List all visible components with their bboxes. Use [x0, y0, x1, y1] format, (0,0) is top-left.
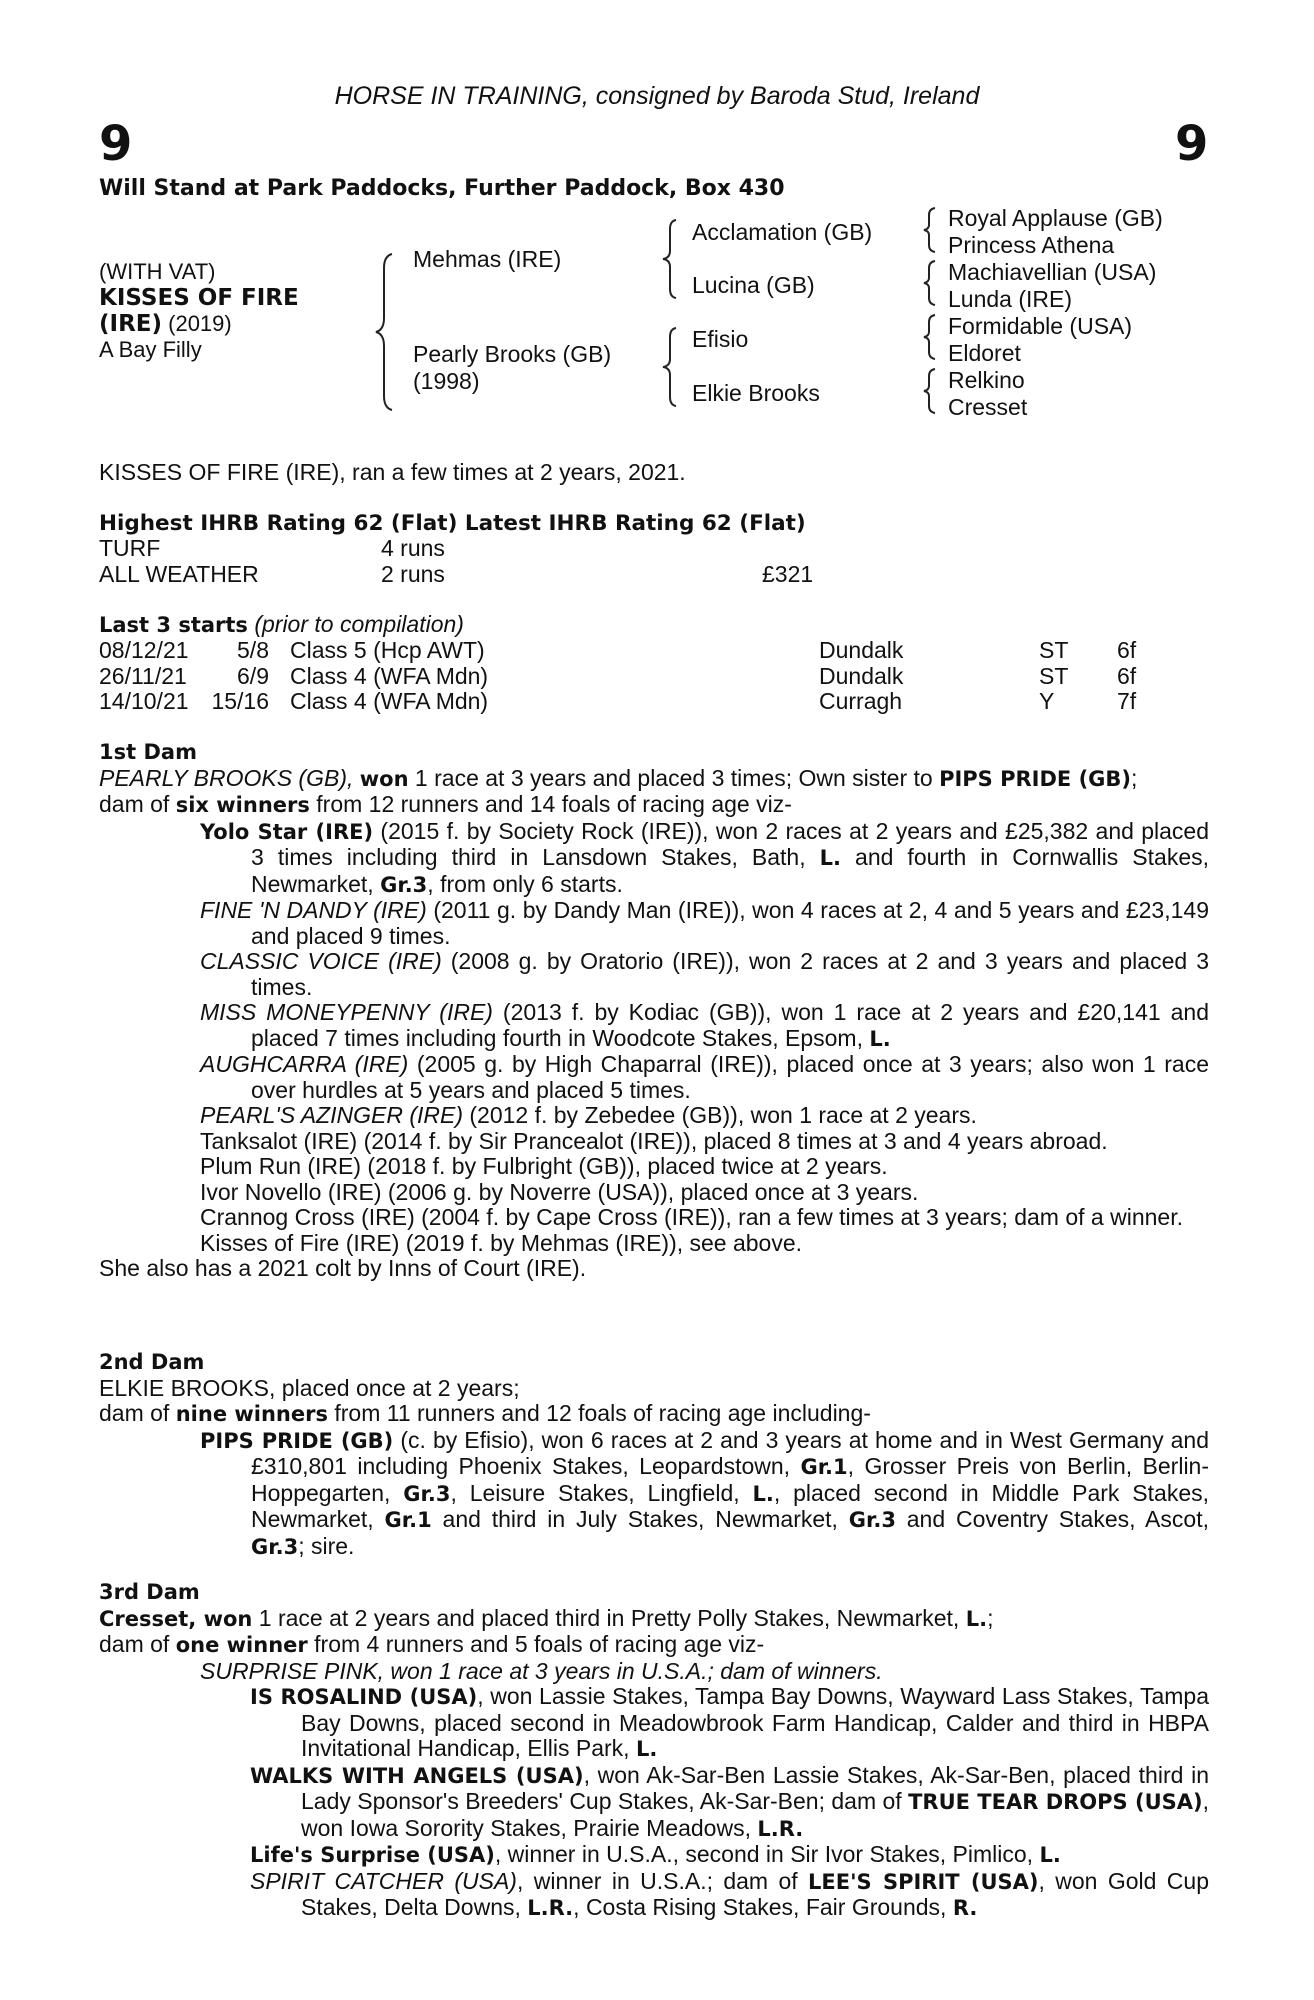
- pedigree-g3: Elkie Brooks: [692, 380, 820, 406]
- pedigree-g4: Lunda (IRE): [948, 286, 1073, 312]
- first-dam-heading: 1st Dam: [99, 740, 197, 764]
- start-date: 14/10/21: [99, 688, 189, 714]
- last-starts-table: [99, 638, 1209, 715]
- last-starts-heading: [99, 612, 464, 639]
- sister-name: PIPS PRIDE (GB): [939, 766, 1132, 791]
- second-dam-line: ELKIE BROOKS, placed once at 2 years;: [99, 1374, 520, 1401]
- dam-record: 1 race at 3 years and placed 3 times; Own sister to: [408, 764, 940, 791]
- listed-mark: L.R.: [757, 1816, 804, 1841]
- produce-entry: Ivor Novello (IRE) (2006 g. by Noverre (USA)), placed once at 3 years.: [200, 1178, 919, 1205]
- consignment-header: HORSE IN TRAINING, consigned by Baroda Stud, Ireland: [334, 82, 980, 110]
- runs: 4 runs: [381, 535, 445, 561]
- produce-entry: [99, 1103, 1209, 1129]
- text: 1 race at 2 years and placed third in Pretty Polly Stakes, Newmarket,: [252, 1604, 966, 1631]
- text: (2005 g. by High Chaparral (IRE)), placed once at 3 years; also won 1 race over hurdles at 5 years and placed 5 times.: [251, 1051, 1209, 1103]
- listed-mark: L.: [635, 1737, 658, 1761]
- text: , won Ak-Sar-Ben Lassie Stakes, Ak-Sar-Ben, placed third in Lady Sponsor's Breeders' Cup Stakes, Ak-Sar-Ben; dam of: [301, 1761, 1209, 1814]
- text: (2011 g. by Dandy Man (IRE)), won 4 races at 2, 4 and 5 years and £23,149 and placed 9 times.: [251, 897, 1209, 949]
- grand-produce-entry: [99, 1763, 1209, 1843]
- text: (2008 g. by Oratorio (IRE)), won 2 races at 2 and 3 years and placed 3 times.: [251, 948, 1209, 1000]
- pedigree-g4: Formidable (USA): [948, 313, 1133, 339]
- start-race: Class 4 (WFA Mdn): [290, 688, 489, 714]
- text: , won Gold Cup Stakes, Delta Downs,: [301, 1867, 1209, 1920]
- produce-entry: SURPRISE PINK, won 1 race at 3 years in U.S.A.; dam of winners.: [200, 1657, 883, 1684]
- first-dam-footnote: She also has a 2021 colt by Inns of Court (IRE).: [99, 1255, 587, 1281]
- winners-count: six winners: [175, 793, 310, 817]
- text: , Leisure Stakes, Lingfield,: [450, 1479, 753, 1506]
- text: dam of: [99, 1400, 176, 1426]
- third-dam-heading: 3rd Dam: [99, 1580, 200, 1604]
- pedigree-sire: Mehmas (IRE): [413, 246, 562, 272]
- produce-entry: Tanksalot (IRE) (2014 f. by Sir Prancealot (IRE)), placed 8 times at 3 and 4 years abroad.: [200, 1127, 1108, 1154]
- start-going: ST: [1039, 637, 1069, 663]
- horse-description: A Bay Filly: [99, 337, 202, 362]
- grand-produce-entry: [99, 1869, 1209, 1922]
- start-date: 08/12/21: [99, 637, 189, 663]
- text: (2015 f. by Society Rock (IRE)), won 2 races at 2 years and £25,382 and placed 3 times including third in Lansdown Stakes, Bath,: [251, 817, 1210, 870]
- listed-mark: L.: [965, 1606, 988, 1631]
- dam-name: PEARLY BROOKS (GB),: [99, 764, 360, 791]
- pedigree-brace-main: [370, 250, 400, 415]
- first-dam-line: [99, 766, 1209, 793]
- start-going: Y: [1039, 688, 1055, 714]
- ratings-heading: Highest IHRB Rating 62 (Flat) Latest IHRB Rating 62 (Flat): [99, 511, 806, 536]
- pedigree-brace-g4-3: [920, 313, 940, 361]
- pedigree-brace-dam: [658, 325, 682, 410]
- produce-name: LEE'S SPIRIT (USA): [808, 1869, 1039, 1894]
- start-position: 5/8: [237, 637, 269, 663]
- horse-country: (IRE): [99, 311, 163, 337]
- listed-mark: L.: [1039, 1843, 1061, 1867]
- lot-number-left: 9: [99, 116, 133, 172]
- produce-name: PIPS PRIDE (GB): [200, 1428, 394, 1453]
- stand-location: Will Stand at Park Paddocks, Further Paddock, Box 430: [99, 176, 785, 201]
- text: (2013 f. by Kodiac (GB)), won 1 race at 2 years and £20,141 and placed 7 times including fourth in Woodcote Stakes, Epsom,: [251, 999, 1209, 1051]
- ratings-table: [99, 536, 1209, 587]
- pedigree-dam: Pearly Brooks (GB): [413, 341, 612, 367]
- text: and Coventry Stakes, Ascot,: [895, 1506, 1209, 1532]
- start-going: ST: [1039, 662, 1069, 689]
- second-dam-heading: 2nd Dam: [99, 1350, 205, 1374]
- listed-mark: L.: [869, 1026, 891, 1051]
- group-mark: Gr.3: [380, 872, 428, 897]
- won-label: won: [359, 766, 409, 791]
- listed-mark: L.: [752, 1481, 774, 1506]
- produce-entry: [99, 949, 1209, 1000]
- text: , Grosser Preis von Berlin, Berlin-Hoppegarten,: [251, 1453, 1209, 1506]
- start-distance: 7f: [1117, 688, 1137, 714]
- produce-entry: [99, 1428, 1209, 1561]
- start-course: Dundalk: [819, 662, 904, 689]
- text: dam of: [99, 1631, 176, 1657]
- produce-name: WALKS WITH ANGELS (USA): [250, 1763, 584, 1788]
- produce-name: IS ROSALIND (USA): [250, 1685, 478, 1709]
- produce-entry: [99, 1052, 1209, 1103]
- last-starts-title: Last 3 starts: [99, 613, 248, 637]
- winners-count: nine winners: [175, 1402, 328, 1426]
- runs: 2 runs: [381, 560, 445, 587]
- text: (2012 f. by Zebedee (GB)), won 1 race at 2 years.: [462, 1102, 977, 1128]
- first-dam-section: [99, 740, 1209, 1282]
- lot-number-right: 9: [1175, 116, 1209, 172]
- text: , won Lassie Stakes, Tampa Bay Downs, Wayward Lass Stakes, Tampa Bay Downs, placed second in Meadowbrook Farm Handicap, Calder and third in HBPA Invitational Handicap, Ellis Park,: [301, 1683, 1209, 1761]
- ratings-row: [99, 562, 1209, 588]
- listed-mark: L.R.: [527, 1896, 574, 1920]
- start-course: Curragh: [819, 688, 903, 714]
- start-distance: 6f: [1117, 637, 1137, 663]
- third-dam-produce-line: [99, 1632, 1209, 1659]
- third-dam-section: [99, 1580, 1209, 1922]
- horse-name: KISSES OF FIRE: [99, 285, 299, 311]
- produce-name: MISS MONEYPENNY (IRE): [200, 999, 493, 1025]
- punct: ;: [987, 1604, 994, 1631]
- text: from 12 runners and 14 foals of racing age viz-: [309, 791, 792, 817]
- start-row: [99, 664, 1209, 690]
- pedigree-g4: Relkino: [948, 367, 1025, 393]
- winners-count: one winner: [175, 1633, 308, 1657]
- pedigree-dam-year: (1998): [413, 368, 480, 394]
- earnings: £321: [762, 560, 814, 587]
- text: dam of: [99, 791, 176, 817]
- pedigree-g4: Machiavellian (USA): [948, 259, 1157, 285]
- produce-entry: [99, 898, 1209, 949]
- produce-name: FINE 'N DANDY (IRE): [200, 897, 427, 923]
- pedigree-brace-sire: [658, 217, 682, 302]
- pedigree-g4: Cresset: [948, 394, 1028, 420]
- produce-entry: [99, 819, 1209, 899]
- surface: TURF: [99, 535, 161, 561]
- group-mark: Gr.1: [384, 1508, 432, 1532]
- last-starts-note: (prior to compilation): [247, 611, 464, 637]
- pedigree-brace-g4-2: [920, 259, 940, 307]
- restricted-mark: R.: [952, 1896, 978, 1920]
- race-summary: KISSES OF FIRE (IRE), ran a few times at 2 years, 2021.: [99, 459, 686, 485]
- text: and third in July Stakes, Newmarket,: [431, 1506, 849, 1532]
- punct: ;: [1131, 764, 1138, 791]
- produce-name: PEARL'S AZINGER (IRE): [200, 1102, 463, 1128]
- text: , winner in U.S.A.; dam of: [516, 1867, 809, 1894]
- group-mark: Gr.3: [848, 1508, 896, 1532]
- third-dam-line: [99, 1606, 1209, 1633]
- produce-entry: Crannog Cross (IRE) (2004 f. by Cape Cross (IRE)), ran a few times at 3 years; dam of a winner.: [200, 1204, 1183, 1230]
- text: , placed second in Middle Park Stakes, Newmarket,: [251, 1479, 1209, 1532]
- pedigree-g4: Eldoret: [948, 340, 1021, 366]
- pedigree-g4: Royal Applause (GB): [948, 205, 1163, 231]
- second-dam-section: [99, 1350, 1209, 1560]
- won-label: , won: [188, 1606, 253, 1631]
- start-course: Dundalk: [819, 637, 904, 663]
- text: and fourth in Cornwallis Stakes, Newmarket,: [251, 844, 1210, 897]
- text: (c. by Efisio), won 6 races at 2 and 3 years at home and in West Germany and £310,801 including Phoenix Stakes, Leopardstown,: [251, 1426, 1210, 1479]
- ratings-row: [99, 536, 1209, 562]
- text: ; sire.: [298, 1532, 355, 1559]
- text: , winner in U.S.A., second in Sir Ivor Stakes, Pimlico,: [494, 1841, 1040, 1867]
- vat-note: (WITH VAT): [99, 259, 216, 284]
- produce-name: AUGHCARRA (IRE): [200, 1051, 409, 1077]
- grand-produce-entry: [99, 1684, 1209, 1763]
- produce-entry: [99, 1000, 1209, 1052]
- group-mark: Gr.3: [403, 1481, 451, 1506]
- pedigree-g3: Lucina (GB): [692, 272, 815, 298]
- pedigree-g4: Princess Athena: [948, 232, 1115, 258]
- surface: ALL WEATHER: [99, 560, 259, 587]
- produce-name: CLASSIC VOICE (IRE): [200, 948, 442, 974]
- first-dam-produce-line: [99, 792, 1209, 819]
- start-race: Class 4 (WFA Mdn): [290, 662, 489, 689]
- start-position: 15/16: [211, 688, 269, 714]
- pedigree-g3: Acclamation (GB): [692, 219, 873, 245]
- produce-name: Life's Surprise (USA): [250, 1843, 495, 1867]
- pedigree-brace-g4-1: [920, 206, 940, 254]
- second-dam-produce-line: [99, 1401, 1209, 1428]
- grand-produce-entry: [99, 1842, 1209, 1869]
- dam-name: Cresset: [99, 1606, 189, 1631]
- produce-name: TRUE TEAR DROPS (USA): [908, 1790, 1203, 1814]
- start-race: Class 5 (Hcp AWT): [290, 637, 485, 663]
- group-mark: Gr.3: [251, 1534, 299, 1559]
- text: , Costa Rising Stakes, Fair Grounds,: [573, 1894, 953, 1920]
- text: , won Iowa Sorority Stakes, Prairie Meadows,: [301, 1788, 1209, 1841]
- text: , from only 6 starts.: [427, 870, 623, 897]
- text: from 11 runners and 12 foals of racing age including-: [327, 1400, 871, 1426]
- pedigree-brace-g4-4: [920, 367, 940, 415]
- listed-mark: L.: [819, 846, 841, 870]
- start-distance: 6f: [1117, 662, 1137, 689]
- produce-entry: Plum Run (IRE) (2018 f. by Fulbright (GB)), placed twice at 2 years.: [200, 1153, 888, 1179]
- start-row: [99, 689, 1209, 715]
- pedigree-g3: Efisio: [692, 326, 749, 352]
- produce-entry: Kisses of Fire (IRE) (2019 f. by Mehmas (IRE)), see above.: [200, 1229, 803, 1256]
- start-row: [99, 638, 1209, 664]
- start-date: 26/11/21: [99, 662, 187, 689]
- horse-identity: [99, 259, 299, 363]
- text: from 4 runners and 5 foals of racing age viz-: [307, 1631, 765, 1657]
- produce-name: SPIRIT CATCHER (USA): [250, 1867, 517, 1894]
- group-mark: Gr.1: [800, 1455, 848, 1479]
- horse-year: (2019): [162, 311, 232, 336]
- produce-name: Yolo Star (IRE): [200, 819, 374, 844]
- start-position: 6/9: [237, 662, 269, 689]
